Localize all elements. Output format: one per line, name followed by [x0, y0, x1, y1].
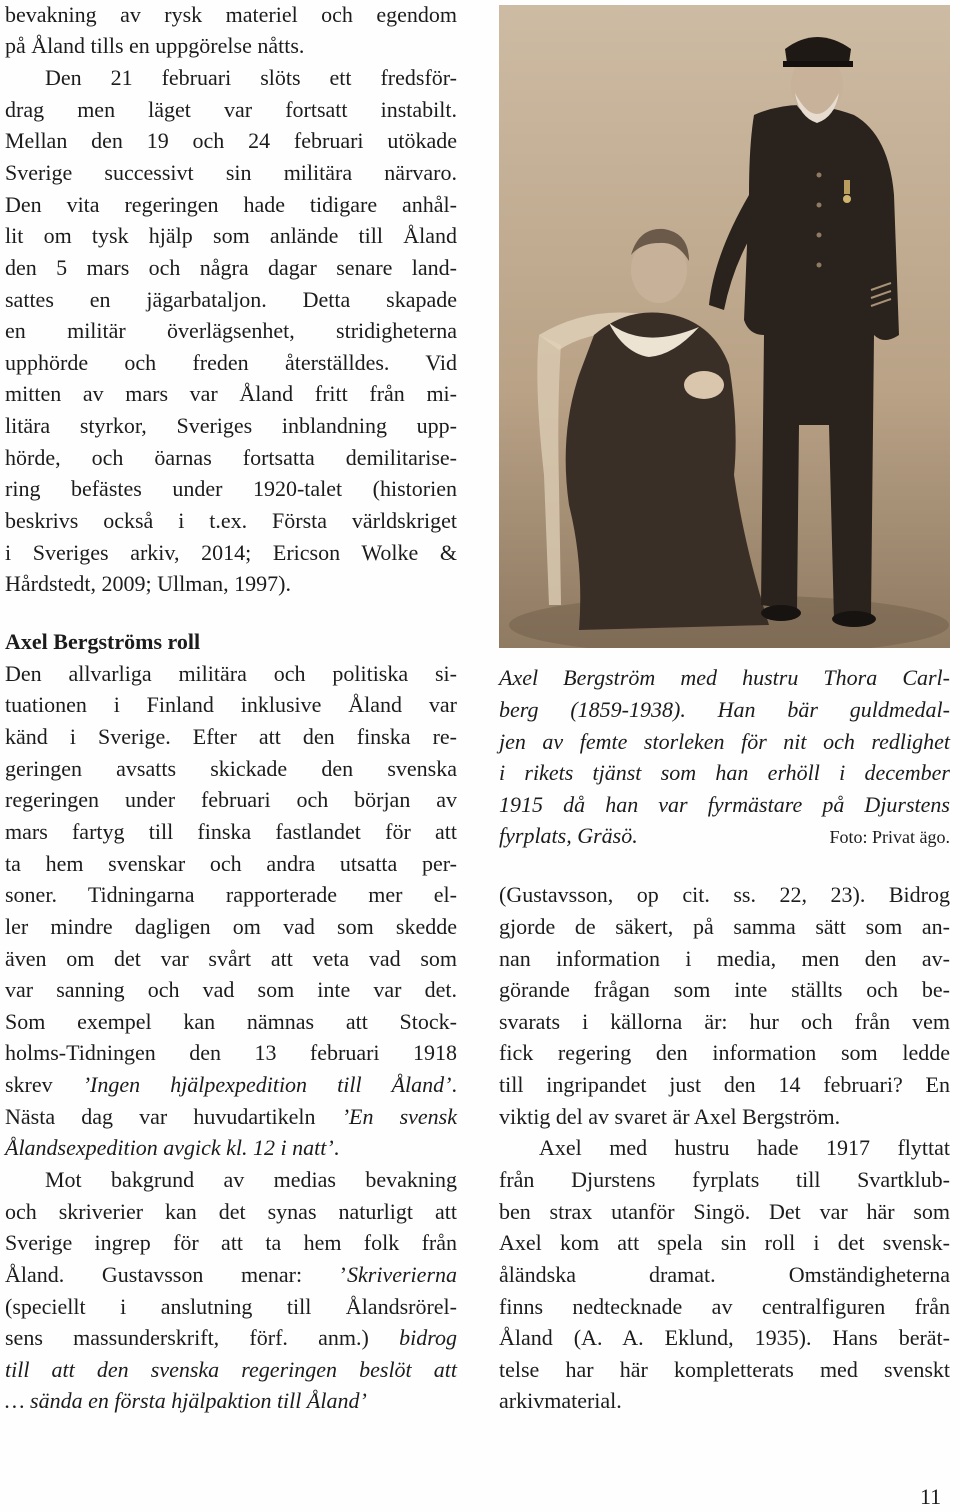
- text-line: [5, 1325, 457, 1351]
- photo-caption-line: [499, 823, 950, 849]
- text-line: sattes en jägarbataljon. Detta skapade: [5, 287, 457, 312]
- text-line: soner. Tidningarna rapporterade mer el-: [5, 882, 457, 907]
- text-line: [5, 1262, 457, 1288]
- text-line: arkivmaterial.: [499, 1388, 622, 1413]
- text-line: Axel kom att spela sin roll i det svensk-: [499, 1230, 950, 1255]
- text-line: ta hem svenskar och andra utsatta per-: [5, 851, 457, 876]
- text-line: [5, 1135, 457, 1161]
- text-line: på Åland tills en uppgörelse nåtts.: [5, 33, 305, 58]
- text-line: och skriverier kan det synas naturligt att: [5, 1199, 457, 1224]
- text-line: (Gustavsson, op cit. ss. 22, 23). Bidrog: [499, 882, 950, 907]
- text-run: .: [333, 1135, 340, 1160]
- text-line: gjorde de säkert, på samma sätt som an-: [499, 914, 950, 939]
- text-line: regeringen under februari och början av: [5, 787, 457, 812]
- text-line: görande frågan som inte ställts och be-: [499, 977, 950, 1002]
- text-line: en militär överlägsenhet, stridigheterna: [5, 318, 457, 343]
- text-line: ben strax utanför Singö. Det var här som: [499, 1199, 950, 1224]
- text-line: viktig del av svaret är Axel Bergström.: [499, 1104, 841, 1129]
- text-line: ring befästes under 1920-talet (historien: [5, 476, 457, 501]
- section-heading: Axel Bergströms roll: [5, 629, 201, 654]
- text-line: känd i Sverige. Efter att den finska re-: [5, 724, 457, 749]
- photo-caption-line: jen av femte storleken för nit och redlighet: [499, 729, 950, 754]
- photo-caption-line: 1915 då han var fyrmästare på Djurstens: [499, 792, 950, 817]
- text-run: .: [451, 1072, 457, 1097]
- text-line: drag men läget var fortsatt instabilt.: [5, 97, 457, 122]
- text-line: nan information i media, men den av-: [499, 946, 950, 971]
- page-number: 11: [920, 1484, 942, 1509]
- text-line: Hårdstedt, 2009; Ullman, 1997).: [5, 571, 291, 596]
- photo-caption-line: Axel Bergström med hustru Thora Carl-: [499, 665, 950, 690]
- text-line: … sända en första hjälpaktion till Åland’: [5, 1388, 367, 1413]
- text-line: Axel med hustru hade 1917 flyttat: [539, 1135, 950, 1160]
- text-line: bevakning av rysk materiel och egendom: [5, 2, 457, 27]
- quote-run: Skriverierna: [347, 1262, 457, 1287]
- text-line: Åland (A. A. Eklund, 1935). Hans berät-: [499, 1325, 950, 1350]
- text-line: Som exempel kan nämnas att Stock-: [5, 1009, 457, 1034]
- text-line: Sverige ingrep för att ta hem folk från: [5, 1230, 457, 1255]
- text-line: Sverige successivt sin militära närvaro.: [5, 160, 457, 185]
- text-line: finns nedtecknade av centralfiguren från: [499, 1294, 950, 1319]
- quoted-headline: ’Ingen hjälpexpedition till Åland’: [82, 1072, 452, 1097]
- text-line: även om det var svårt att veta vad som: [5, 946, 457, 971]
- quoted-headline: Ålandsexpedition avgick kl. 12 i natt’: [5, 1135, 334, 1160]
- text-line: Den 21 februari slöts ett fredsför-: [45, 65, 457, 90]
- text-line: var sanning och vad som inte var det.: [5, 977, 457, 1002]
- text-line: Mellan den 19 och 24 februari utökade: [5, 128, 457, 153]
- caption-text: fyrplats, Gräsö.: [499, 823, 638, 848]
- quoted-headline: ’En svensk: [341, 1104, 458, 1129]
- text-line: (speciellt i anslutning till Ålandsrörel-: [5, 1294, 457, 1319]
- text-line: beskrivs också i t.ex. Första världskriget: [5, 508, 457, 533]
- text-run: sens massunderskrift, förf. anm.): [5, 1325, 400, 1350]
- text-line: till ingripandet just den 14 februari? En: [499, 1072, 950, 1097]
- text-line: från Djurstens fyrplats till Svartklub-: [499, 1167, 950, 1192]
- text-line: mars fartyg till finska fastlandet för att: [5, 819, 457, 844]
- text-line: lit om tysk hjälp som anlände till Åland: [5, 223, 457, 248]
- text-line: tuationen i Finland inklusive Åland var: [5, 692, 457, 717]
- text-run: Nästa dag var huvudartikeln: [5, 1104, 342, 1129]
- text-line: fick regering den information som ledde: [499, 1040, 950, 1065]
- quote-run: bidrog: [399, 1325, 457, 1350]
- photograph-icon: [499, 5, 950, 648]
- photo-caption-line: i rikets tjänst som han erhöll i december: [499, 760, 950, 785]
- text-line: den 5 mars och några dagar senare land-: [5, 255, 457, 280]
- text-line: Mot bakgrund av medias bevakning: [45, 1167, 457, 1192]
- photo-caption-line: berg (1859-1938). Han bär guldmedal-: [499, 697, 950, 722]
- text-run: Åland. Gustavsson menar: ’: [5, 1262, 348, 1287]
- text-line: i Sveriges arkiv, 2014; Ericson Wolke &: [5, 540, 457, 565]
- text-line: telse har här kompletterats med svenskt: [499, 1357, 950, 1382]
- text-line: [5, 1104, 457, 1130]
- text-line: mitten av mars var Åland fritt från mi-: [5, 381, 457, 406]
- text-line: litära styrkor, Sveriges inblandning upp-: [5, 413, 457, 438]
- portrait-photograph: [499, 5, 950, 648]
- text-line: Den allvarliga militära och politiska si-: [5, 661, 457, 686]
- text-line: svarats i källorna är: hur och från vem: [499, 1009, 950, 1034]
- text-line: [5, 1072, 457, 1098]
- text-line: Den vita regeringen hade tidigare anhål-: [5, 192, 457, 217]
- text-line: åländska dramat. Omständigheterna: [499, 1262, 950, 1287]
- photo-credit: Foto: Privat ägo.: [829, 827, 950, 847]
- text-line: till att den svenska regeringen beslöt att: [5, 1357, 457, 1382]
- text-line: geringen avsatts skickade den svenska: [5, 756, 457, 781]
- text-line: upphörde och freden återställdes. Vid: [5, 350, 457, 375]
- text-line: ler mindre dagligen om vad som skedde: [5, 914, 457, 939]
- text-run: skrev: [5, 1072, 83, 1097]
- text-line: hörde, och öarnas fortsatta demilitarise-: [5, 445, 457, 470]
- text-line: holms-Tidningen den 13 februari 1918: [5, 1040, 457, 1065]
